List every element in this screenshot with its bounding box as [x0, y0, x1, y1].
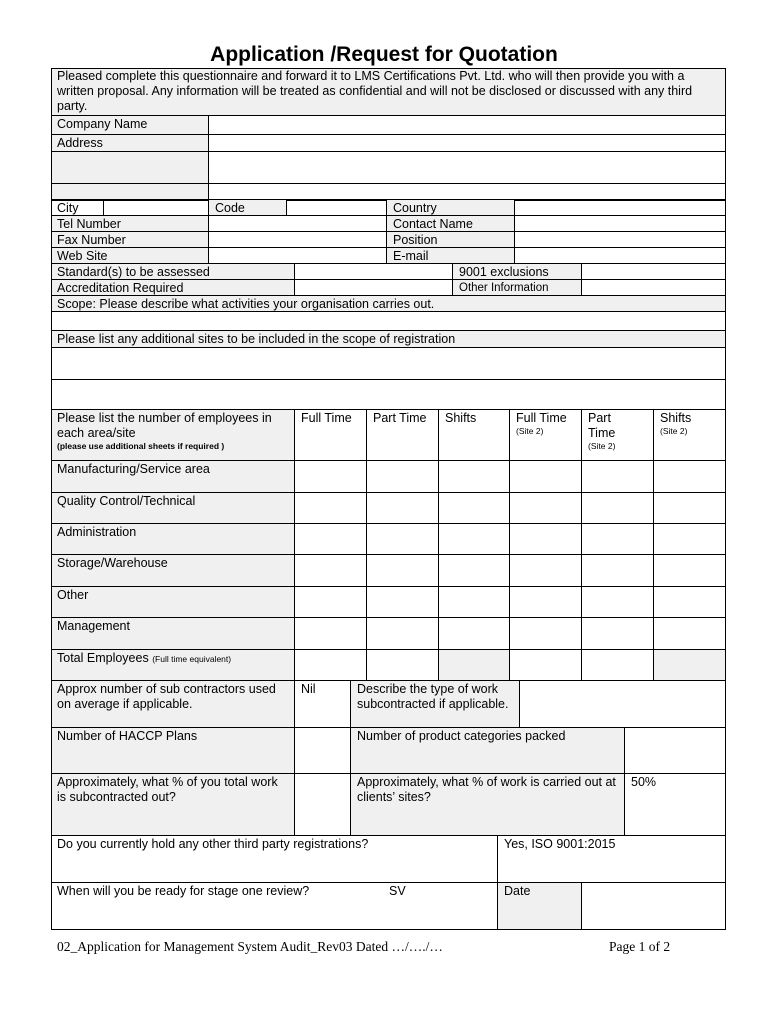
- address-field-line-2[interactable]: [209, 152, 726, 184]
- other-information-field[interactable]: [582, 280, 726, 296]
- col-label: Full Time: [301, 411, 352, 425]
- pct-subcontracted-field[interactable]: [295, 774, 351, 836]
- col-full-time-site2: [510, 410, 582, 461]
- cell[interactable]: [582, 493, 654, 524]
- address-field-line-1[interactable]: [209, 135, 726, 152]
- footer-doc-ref: 02_Application for Management System Audit_Rev03 Dated …/…./…: [57, 939, 443, 954]
- site2-note: (Site 2): [588, 441, 616, 451]
- cell[interactable]: [295, 555, 367, 587]
- company-name-label: Company Name: [51, 116, 209, 135]
- product-categories-field[interactable]: [625, 728, 726, 774]
- additional-sites-field-2[interactable]: [51, 380, 726, 410]
- scope-label: Scope: Please describe what activities your organisation carries out.: [51, 296, 726, 312]
- country-label: Country: [387, 200, 515, 216]
- city-label: City: [51, 200, 104, 216]
- col-label: Full Time: [516, 411, 567, 425]
- col-part-time: [367, 410, 439, 461]
- cell[interactable]: [510, 618, 582, 650]
- date-label: Date: [498, 883, 582, 930]
- footer-page-number: Page 1 of 2: [609, 939, 671, 954]
- company-name-field[interactable]: [209, 116, 726, 135]
- col-part-time-site2: [582, 410, 654, 461]
- cell[interactable]: [582, 524, 654, 555]
- cell[interactable]: [367, 524, 439, 555]
- country-field[interactable]: [515, 200, 726, 216]
- cell[interactable]: [582, 587, 654, 618]
- position-field[interactable]: [515, 232, 726, 248]
- cell[interactable]: [439, 618, 510, 650]
- cell[interactable]: [367, 493, 439, 524]
- cell[interactable]: [295, 650, 367, 681]
- cell[interactable]: [654, 587, 726, 618]
- cell[interactable]: [367, 587, 439, 618]
- cell[interactable]: [367, 618, 439, 650]
- web-site-field[interactable]: [209, 248, 387, 264]
- cell[interactable]: [295, 587, 367, 618]
- cell[interactable]: [654, 493, 726, 524]
- cell[interactable]: [439, 587, 510, 618]
- date-field[interactable]: [582, 883, 726, 930]
- cell[interactable]: [295, 618, 367, 650]
- page-title: Application /Request for Quotation: [210, 43, 558, 66]
- cell[interactable]: [510, 650, 582, 681]
- exclusions-label: 9001 exclusions: [453, 264, 582, 280]
- cell[interactable]: [367, 461, 439, 493]
- tel-number-label: Tel Number: [51, 216, 209, 232]
- registrations-label: Do you currently hold any other third party registrations?: [51, 836, 498, 883]
- cell[interactable]: [439, 461, 510, 493]
- fax-number-field[interactable]: [209, 232, 387, 248]
- cell[interactable]: [510, 587, 582, 618]
- haccp-plans-field[interactable]: [295, 728, 351, 774]
- row-label-quality: Quality Control/Technical: [51, 493, 295, 524]
- cell[interactable]: [582, 618, 654, 650]
- accreditation-label: Accreditation Required: [51, 280, 295, 296]
- cell-shaded: [654, 650, 726, 681]
- col-shifts-site2: [654, 410, 726, 461]
- position-label: Position: [387, 232, 515, 248]
- cell[interactable]: [439, 555, 510, 587]
- exclusions-field[interactable]: [582, 264, 726, 280]
- code-label: Code: [209, 200, 287, 216]
- cell[interactable]: [582, 555, 654, 587]
- stage-one-label: When will you be ready for stage one review?: [57, 884, 310, 898]
- col-label: Shifts: [660, 411, 692, 425]
- cell[interactable]: [295, 524, 367, 555]
- standards-assessed-field[interactable]: [295, 264, 453, 280]
- total-employees-note: (Full time equivalent): [152, 654, 232, 664]
- site2-note: (Site 2): [660, 426, 688, 436]
- stage-one-value[interactable]: SV: [389, 884, 406, 898]
- employees-header-label: Please list the number of employees in each area/site: [57, 411, 272, 440]
- product-categories-label: Number of product categories packed: [351, 728, 625, 774]
- tel-number-field[interactable]: [209, 216, 387, 232]
- cell[interactable]: [510, 555, 582, 587]
- subcontractors-label: Approx number of sub contractors used on average if applicable.: [51, 681, 295, 728]
- cell-shaded: [439, 650, 510, 681]
- pct-client-sites-label: Approximately, what % of work is carried out at clients’ sites?: [351, 774, 625, 836]
- cell[interactable]: [439, 524, 510, 555]
- pct-client-sites-value[interactable]: 50%: [625, 774, 726, 836]
- standards-assessed-label: Standard(s) to be assessed: [51, 264, 295, 280]
- cell[interactable]: [654, 461, 726, 493]
- cell[interactable]: [654, 618, 726, 650]
- subcontract-type-field[interactable]: [520, 681, 726, 728]
- cell[interactable]: [654, 555, 726, 587]
- web-site-label: Web Site: [51, 248, 209, 264]
- cell[interactable]: [367, 555, 439, 587]
- cell[interactable]: [654, 524, 726, 555]
- cell[interactable]: [295, 461, 367, 493]
- cell[interactable]: [510, 524, 582, 555]
- subcontract-type-label: Describe the type of work subcontracted if applicable.: [351, 681, 520, 728]
- cell[interactable]: [295, 493, 367, 524]
- cell[interactable]: [367, 650, 439, 681]
- cell[interactable]: [582, 461, 654, 493]
- row-label-administration: Administration: [51, 524, 295, 555]
- employees-header-note: (please use additional sheets if required ): [57, 441, 225, 451]
- contact-name-label: Contact Name: [387, 216, 515, 232]
- intro-text: Pleased complete this questionnaire and forward it to LMS Certifications Pvt. Ltd. who will then provide you with a written proposal. Any information will be treated as confidential and will not be disclosed or discussed with any third party.: [51, 68, 726, 116]
- other-information-label: Other Information: [453, 280, 582, 296]
- haccp-plans-label: Number of HACCP Plans: [51, 728, 295, 774]
- email-field[interactable]: [515, 248, 726, 264]
- additional-sites-label: Please list any additional sites to be included in the scope of registration: [51, 331, 726, 348]
- registrations-value[interactable]: Yes, ISO 9001:2015: [498, 836, 726, 883]
- additional-sites-field-1[interactable]: [51, 348, 726, 380]
- address-label: Address: [51, 135, 209, 152]
- row-label-storage: Storage/Warehouse: [51, 555, 295, 587]
- employees-header: [51, 410, 295, 461]
- col-label: Part Time: [373, 411, 427, 425]
- cell[interactable]: [510, 461, 582, 493]
- subcontractors-value[interactable]: Nil: [295, 681, 351, 728]
- cell[interactable]: [439, 493, 510, 524]
- scope-field[interactable]: [51, 312, 726, 331]
- row-label-other: Other: [51, 587, 295, 618]
- row-label-total: [51, 650, 295, 681]
- email-label: E-mail: [387, 248, 515, 264]
- pct-subcontracted-label: Approximately, what % of you total work is subcontracted out?: [51, 774, 295, 836]
- fax-number-label: Fax Number: [51, 232, 209, 248]
- col-label: Part Time: [588, 411, 616, 440]
- address-label-filler: [51, 152, 209, 184]
- stage-one-row: [51, 883, 498, 930]
- col-label: Shifts: [445, 411, 477, 425]
- row-label-management: Management: [51, 618, 295, 650]
- address-field-line-3[interactable]: [209, 184, 726, 200]
- col-shifts: [439, 410, 510, 461]
- cell[interactable]: [510, 493, 582, 524]
- address-label-filler-2: [51, 184, 209, 200]
- city-field[interactable]: [104, 200, 209, 216]
- col-full-time: [295, 410, 367, 461]
- total-employees-label: Total Employees: [57, 651, 149, 665]
- accreditation-field[interactable]: [295, 280, 453, 296]
- cell[interactable]: [582, 650, 654, 681]
- code-field[interactable]: [287, 200, 387, 216]
- site2-note: (Site 2): [516, 426, 544, 436]
- row-label-manufacturing: Manufacturing/Service area: [51, 461, 295, 493]
- contact-name-field[interactable]: [515, 216, 726, 232]
